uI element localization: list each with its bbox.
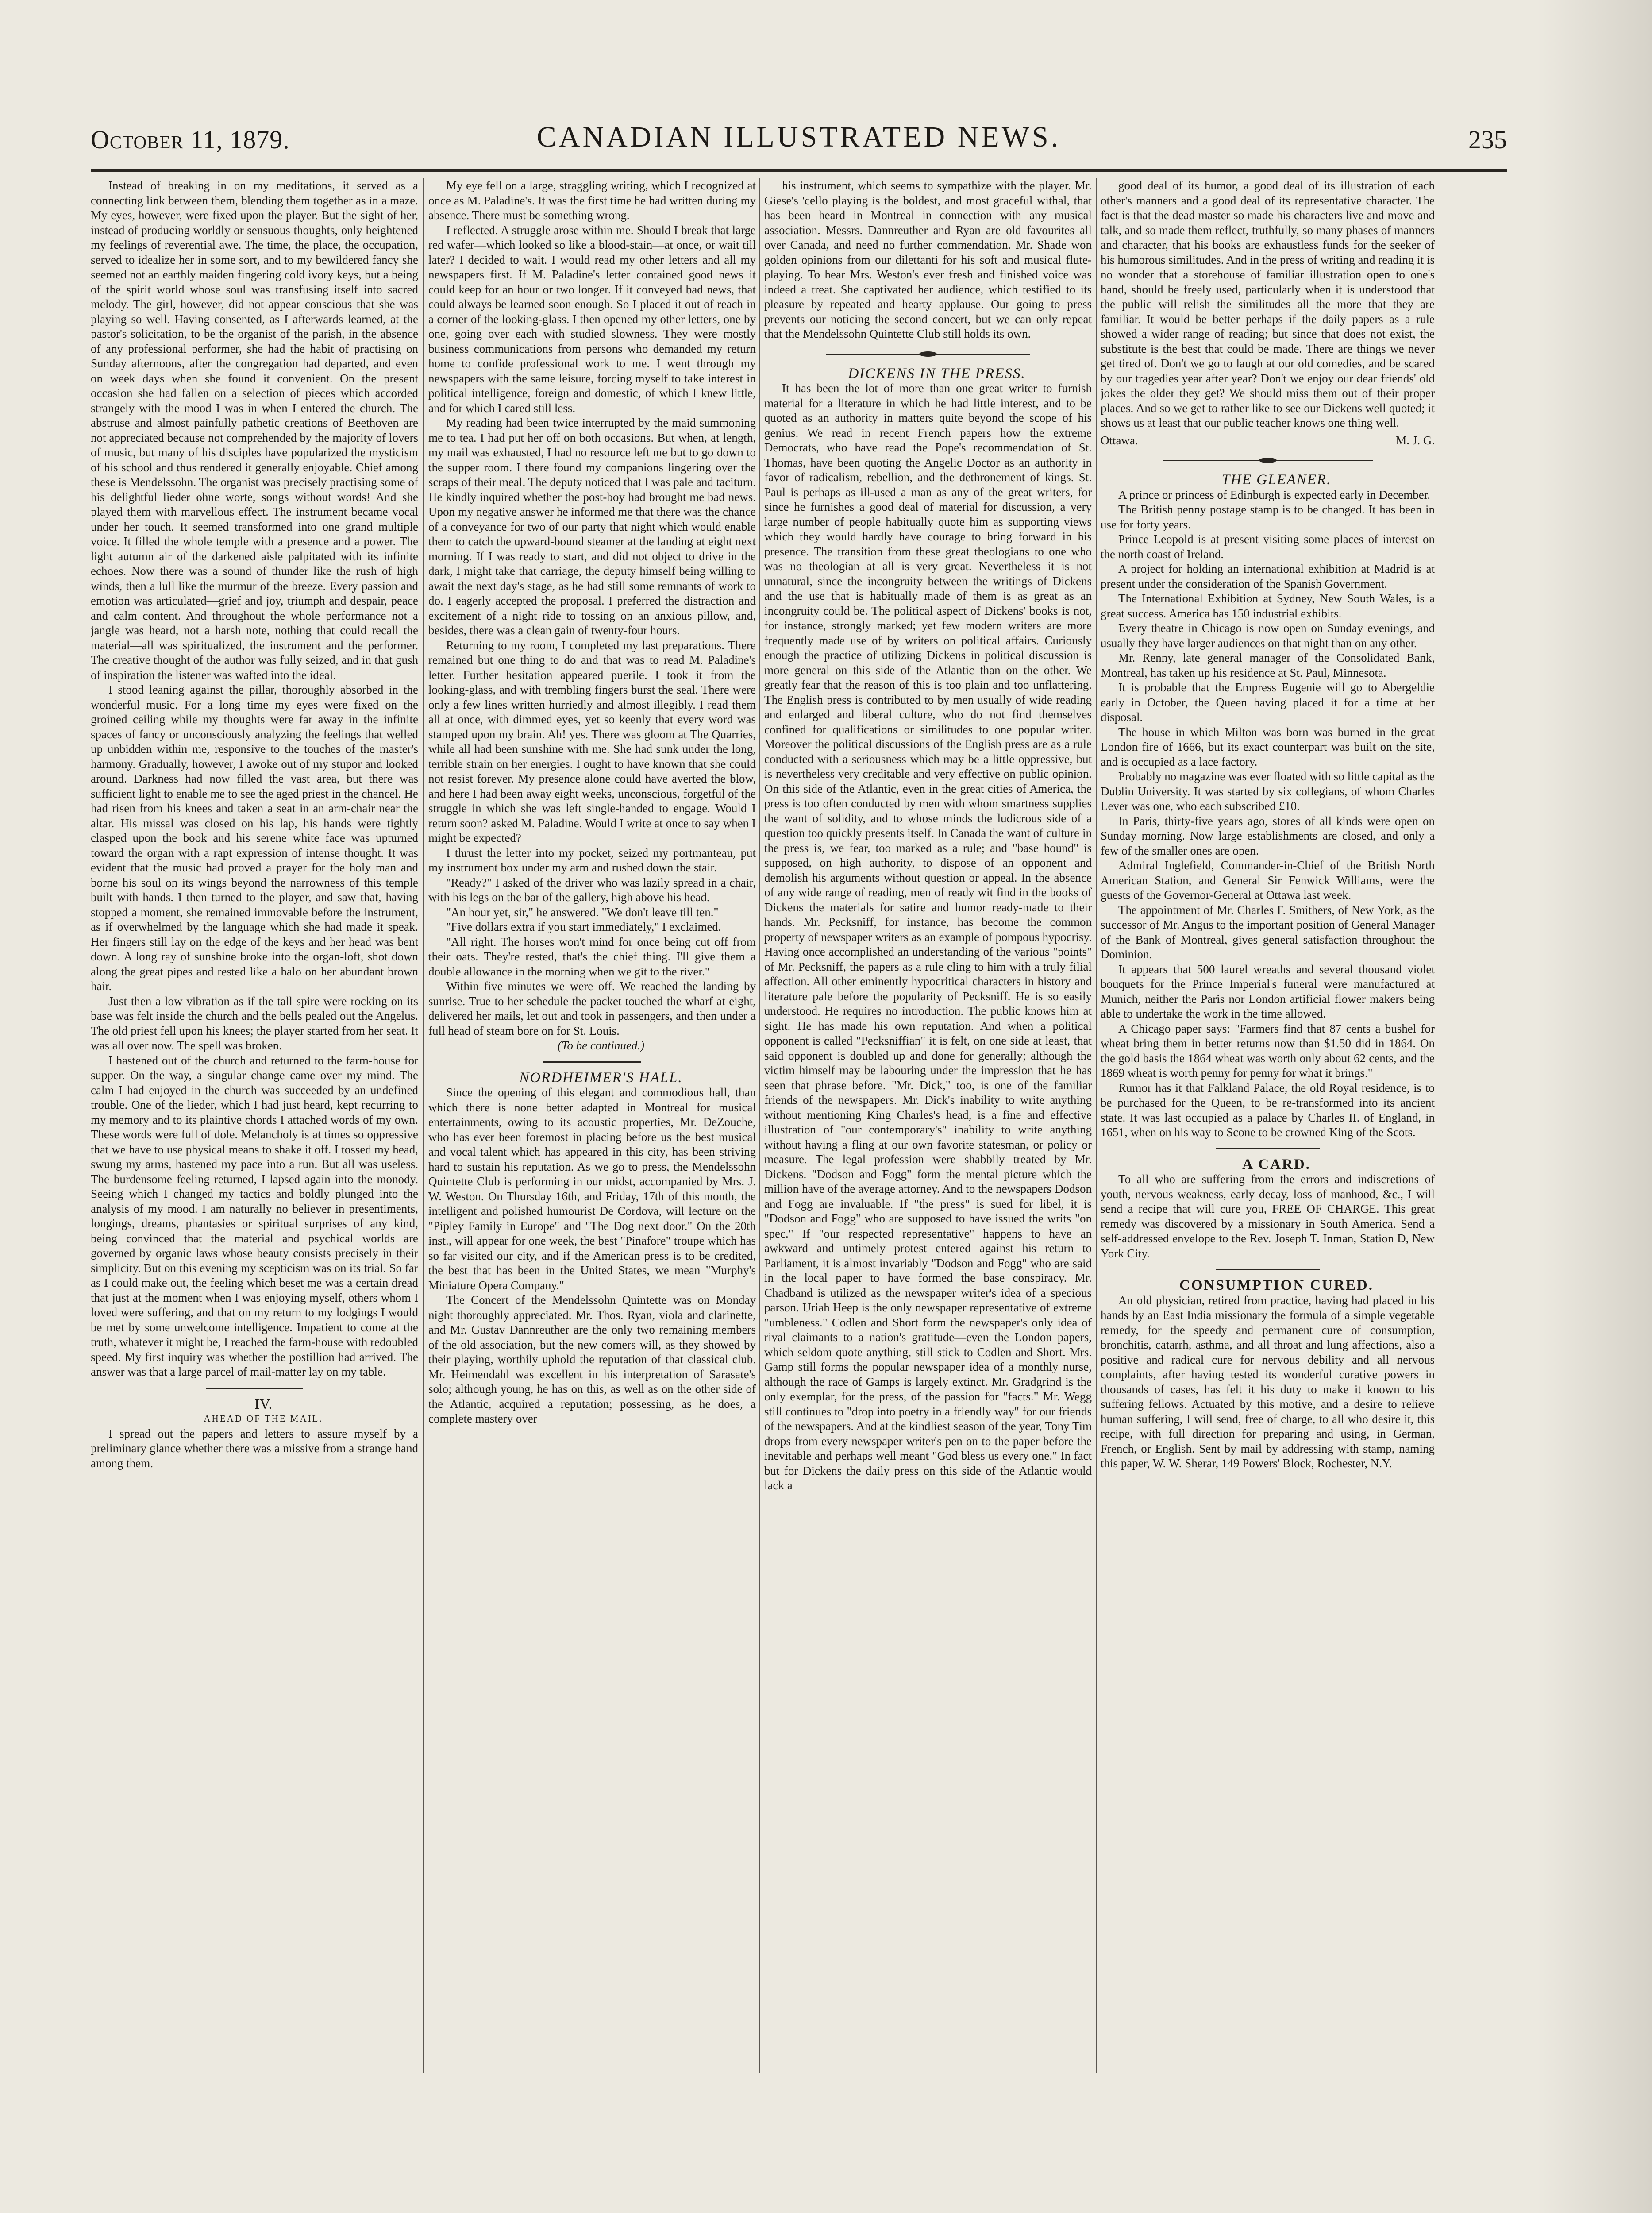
article-paragraph: Just then a low vibration as if the tall spire were rocking on its base was felt inside the church and the bells pealed out the Angelus. The old priest fell upon his knees; the player started from her seat. It was all over now. The spell was broken. (91, 994, 418, 1052)
section-rule (1216, 1269, 1320, 1270)
article-paragraph: It has been the lot of more than one great writer to furnish material for a literature in which he had little interest, and to be quoted as an authority in matters quite beyond the scope of his genius. We read in recent French papers how the extreme Democrats, who have read the Pope's recommendation of St. Thomas, have been quoting the Angelic Doctor as an authority in favor of radicalism, rebellion, and the dethronement of kings. St. Paul is perhaps as ill-used a man as any of the great writers, for since he furnishes a good deal of material for discussion, a very large number of people habitually quote him as supporting views which they would hardly have courage to bring forward in his presence. The transition from these great theologians to one who was no theologian at all is very great. Nevertheless it is not unnatural, since the incongruity between the writings of Dickens and the use that is habitually made of them is as great as an incongruity could be. The political aspect of Dickens' books is not, for instance, strongly marked; yet few modern writers are more frequently made use of by writers on political affairs. Curiously enough the practice of utilizing Dickens in political discussion is more general on this side of the Atlantic than on the other. We greatly fear that the reason of this is too plain and too unflattering. The English press is contributed to by men usually of wide reading and enlarged and liberal culture, who do not find themselves confined for qualifications or similitudes to one popular writer. Moreover the political discussions of the English press are as a rule conducted with a seriousness which may be a little oppressive, but is nevertheless very creditable and very effective on public opinion. On this side of the Atlantic, even in the great cities of America, the press is too often conducted by men with whom smartness supplies the want of solidity, and to whose minds the ludicrous side of a question too quickly presents itself. In Canada the want of culture in the press is, we fear, too marked as a rule; and "base hound" is supposed, on high authority, to dispose of an opponent and demolish his arguments without question or appeal. In the absence of any wide range of reading, men of ready wit find in the books of Dickens the materials for satire and humor ready-made to their hands. Mr. Pecksniff, for instance, has become the common property of newspaper writers as an example of pompous hypocrisy. Having once accomplished an understanding of the various "points" of Mr. Pecksniff, the papers as a rule cling to him with a truly filial affection. All other eminently hypocritical characters in history and literature pale before the popularity of Pecksniff. He is so easily understood. He requires no introduction. The public knows him at sight. He has made his own reputation. And when a political opponent is called "Pecksniffian" it is felt, on one side at least, that said opponent is doubled up and done for generally; although the victim himself may be labouring under the impression that he has seen that phrase before. "Mr. Dick," too, is one of the familiar friends of the newspapers. Mr. Dick's inability to write anything without mentioning King Charles's head, is a fine and effective illustration of "our contemporary's" inability to write anything without having a fling at our own favorite statesman, or policy or measure. The legal profession were shabbily treated by Mr. Dickens. "Dodson and Fogg" form the mental picture which the million have of the average attorney. And to the newspapers Dodson and Fogg are invaluable. If "the press" is sued for libel, it is "Dodson and Fogg" who are supposed to have issued the writs "on spec." If "our respected representative" happens to have an awkward and untimely protest entered against his return to Parliament, it is almost invariably "Dodson and Fogg" who are said in the local paper to have formed the base conspiracy. Mr. Chadband is utilized as the newspaper writer's idea of a specious parson. Uriah Heep is the only newspaper representative of extreme "umbleness." Codlen and Short form the newspaper's only idea of rival claimants to a nation's gratitude—even the London papers, which seldom quote anything, still stick to Codlen and Short. Mrs. Gamp still forms the popular newspaper idea of a monthly nurse, although the race of Gamps is largely extinct. Mr. Gradgrind is the only exemplar, for the press, of the passion for "facts." Mr. Wegg still continues to "drop into poetry in a friendly way" for our friends of the newspapers. And at the kindliest season of the year, Tony Tim drops from every newspaper writer's pen on to the paper before the inevitable and perhaps well meant "God bless us every one." In fact but for Dickens the daily press on this side of the Atlantic would lack a (764, 382, 1092, 1492)
advertisement-text: To all who are suffering from the errors and indiscretions of youth, nervous weakness, early decay, loss of manhood, &c., I will send a recipe that will cure you, FREE OF CHARGE. This great remedy was discovered by a missionary in South America. Send a self-addressed envelope to the Rev. Joseph T. Inman, Station D, New York City. (1101, 1172, 1435, 1260)
gleaner-item: Admiral Inglefield, Commander-in-Chief of the British North American Station, and General Sir Fenwick Williams, were the guests of the Governor-General at Ottawa last week. (1101, 859, 1435, 902)
gleaner-item: Every theatre in Chicago is now open on Sunday evenings, and usually they have larger audiences on that night than on any other. (1101, 621, 1435, 650)
section-rule (1216, 1148, 1320, 1149)
gleaner-heading: THE GLEANER. (1221, 472, 1332, 488)
gleaner-item: The International Exhibition at Sydney, New South Wales, is a great success. America has 150 industrial exhibits. (1101, 592, 1435, 620)
chapter-number: IV. (254, 1396, 272, 1412)
article-paragraph: his instrument, which seems to sympathize with the player. Mr. Giese's 'cello playing is the boldest, and most graceful withal, that has been heard in Montreal in connection with any musical association. Messrs. Dannreuther and Ryan are old favourites all over Canada, and need no further commendation. Mr. Shade won golden opinions from our dilettanti for his soft and musical flute-playing. To hear Mrs. Weston's ever fresh and finished voice was indeed a treat. She captivated her audience, which testified to its pleasure by repeated and hearty applause. Our going to press prevents our noticing the second concert, but we can only repeat that the Mendelssohn Quintette Club still holds its own. (764, 179, 1092, 340)
gleaner-item: Prince Leopold is at present visiting some places of interest on the north coast of Ireland. (1101, 532, 1435, 561)
gleaner-item: It is probable that the Empress Eugenie will go to Abergeldie early in October, the Queen having placed it for a time at her disposal. (1101, 681, 1435, 724)
gleaner-item: A project for holding an international exhibition at Madrid is at present under the consideration of the Spanish Government. (1101, 562, 1435, 590)
gleaner-item: Mr. Renny, late general manager of the Consolidated Bank, Montreal, has taken up his residence at St. Paul, Minnesota. (1101, 651, 1435, 679)
signature-line (1101, 433, 1435, 448)
gleaner-item: Probably no magazine was ever floated with so little capital as the Dublin University. It was started by six collegians, of whom Charles Lever was one, who each subscribed £10. (1101, 770, 1435, 813)
chapter-title: AHEAD OF THE MAIL. (204, 1413, 323, 1424)
column-3 (764, 178, 1092, 2073)
column-4 (1101, 178, 1435, 2073)
advertisement-text: An old physician, retired from practice, having had placed in his hands by an East India missionary the formula of a simple vegetable remedy, for the speedy and permanent cure of consumption, bronchitis, catarrh, asthma, and all throat and lung affections, also a positive and radical cure for nervous debility and all nervous complaints, after having tested its wonderful curative powers in thousands of cases, has felt it his duty to make it known to his suffering fellows. Actuated by this motive, and a desire to relieve human suffering, I will send, free of charge, to all who desire it, this recipe, with full direction for preparing and using, in German, French, or English. Sent by mail by addressing with stamp, naming this paper, W. W. Sherar, 149 Powers' Block, Rochester, N.Y. (1101, 1293, 1435, 1470)
article-paragraph: good deal of its humor, a good deal of its illustration of each other's manners and a good deal of its representative character. The fact is that the dead master so made his characters live and move and talk, and so made them reflect, truthfully, so many phases of manners and character, that his books are exhaustless funds for the seeker of his humorous similitudes. And in the press of writing and reading it is no wonder that a storehouse of familiar illustration open to one's hand, should be freely used, particularly when it is understood that the public will relish the similitudes all the more that they are familiar. It would be better perhaps if the daily papers as a rule showed a wider range of reading; but since that does not exist, the substitute is the best that could be made. There are things we never get tired of. Don't we go to laugh at our old comedies, and be scared by our tragedies year after year? Don't we enjoy our dear friends' old jokes the older they get? We should miss them out of their proper places. And so we get to rather like to see our Dickens well quoted; it shows us at least that our public teacher knows one thing well. (1101, 179, 1435, 429)
column-divider (423, 178, 424, 2073)
article-paragraph: I spread out the papers and letters to assure myself by a preliminary glance whether there was a missive from a strange hand among them. (91, 1426, 418, 1470)
article-paragraph: My reading had been twice interrupted by the maid summoning me to tea. I had put her off on both occasions. But when, at length, my mail was exhausted, I had no resource left me but to go down to the supper room. I there found my companions lingering over the scraps of their meal. The deputy noticed that I was pale and taciturn. He kindly inquired whether the post-boy had brought me bad news. Upon my negative answer he informed me that there was the chance of a conveyance for two of our party that night which would enable them to catch the upward-bound steamer at the landing at eight next morning. If I was ready to start, and did not object to drive in the dark, I might take that carriage, the deputy himself being willing to await the next day's stage, as he had still some remnants of work to do. I eagerly accepted the proposal. I preferred the distraction and excitement of a night ride to tossing on an anxious pillow, and, besides, there was a clean gain of twenty-four hours. (428, 416, 756, 637)
column-1 (91, 178, 418, 2073)
article-paragraph: "Five dollars extra if you start immediately," I exclaimed. (446, 920, 721, 933)
to-be-continued: (To be continued.) (557, 1039, 645, 1052)
gleaner-item: The British penny postage stamp is to be changed. It has been in use for forty years. (1101, 503, 1435, 531)
signature-initials: M. J. G. (1396, 433, 1435, 447)
column-2 (428, 178, 756, 2073)
article-paragraph: I thrust the letter into my pocket, seized my portmanteau, put my instrument box under my arm and rushed down the stair. (428, 846, 756, 874)
gleaner-item: Rumor has it that Falkland Palace, the old Royal residence, is to be purchased for the Queen, to be re-transformed into its ancient state. It was last occupied as a palace by Charles II. of England, in 1651, when on his way to Scone to be crowned King of the Scots. (1101, 1081, 1435, 1139)
nordheimer-heading: NORDHEIMER'S HALL. (519, 1069, 683, 1086)
header-rule (91, 169, 1507, 172)
section-ornament (1163, 457, 1373, 464)
signature-place: Ottawa. (1101, 433, 1138, 447)
article-paragraph: My eye fell on a large, straggling writing, which I recognized at once as M. Paladine's. It was the first time he had written during my absence. There must be something wrong. (428, 179, 756, 222)
article-paragraph: "An hour yet, sir," he answered. "We don't leave till ten." (446, 905, 719, 919)
gleaner-item: It appears that 500 laurel wreaths and several thousand violet bouquets for the Prince Imperial's funeral were manufactured at Munich, neither the Paris nor London artificial flower makers being able to undertake the work in the time allowed. (1101, 962, 1435, 1020)
section-ornament (826, 351, 1030, 358)
column-divider (1096, 178, 1097, 2073)
article-paragraph: I hastened out of the church and returned to the farm-house for supper. On the way, a singular change came over my mind. The calm I had enjoyed in the church was succeeded by an undefined trouble. One of the lieder, which I had just heard, kept recurring to my memory and to its plaintive chords I attached words of my own. These words were full of dole. Melancholy is at times so oppressive that we have to use physical means to shake it off. I tossed my head, swung my arms, hastened my pace into a run. But all was useless. The burdensome feeling returned, I lapsed again into the monody. Seeing which I changed my tactics and boldly plunged into the analysis of my mood. I am naturally no believer in presentiments, longings, dreams, phantasies or spiritual surprises of any kind, being convinced that the material and psychical worlds are governed by organic laws whose beauty consists precisely in their simplicity. But on this evening my scepticism was on its trial. So far as I could make out, the feeling which beset me was a certain dread that just at the moment when I was enjoying myself, others whom I loved were suffering, and that on my return to my lodgings I would be met by some unwelcome intelligence. Impatient to come at the truth, whatever it might be, I reached the farm-house with redoubled speed. My first inquiry was whether the postillion had arrived. The answer was that a large parcel of mail-matter lay on my table. (91, 1053, 418, 1378)
issue-date: October 11, 1879. (91, 125, 290, 154)
gleaner-item: In Paris, thirty-five years ago, stores of all kinds were open on Sunday morning. Now large establishments are closed, and only a few of the smaller ones are open. (1101, 814, 1435, 857)
gleaner-item: The appointment of Mr. Charles F. Smithers, of New York, as the successor of Mr. Angus to the important position of General Manager of the Bank of Montreal, gives general satisfaction throughout the Dominion. (1101, 903, 1435, 961)
article-paragraph: Instead of breaking in on my meditations, it served as a connecting link between them, blending them together as in a maze. My eyes, however, were fixed upon the player. But the sight of her, instead of producing worldly or sensuous thoughts, only heightened my feelings of reverential awe. The time, the place, the occupation, served to idealize her in some sort, and to my bewildered fancy she seemed not an earthly maiden fingering cold ivory keys, but a being of the spirit world whose soul was transfusing itself into sacred melody. The girl, however, did not appear conscious that she was playing so well. Having consented, as I afterwards learned, at the pastor's solicitation, to be the organist of the parish, in the absence of any professional performer, she had the habit of practising on Sunday afternoons, after the congregation had departed, and even on week days when she found it convenient. On the present occasion she had fallen on a selection of pieces which accorded strangely with the mood I was in when I entered the church. The abstruse and almost painfully pathetic creations of Beethoven are not appreciated because not comprehended by the majority of lovers of music, but many of his disciples have popularized the mysticism of his school and thus rendered it generally enjoyable. Chief among these is Mendelssohn. The organist was precisely practising some of his delightful lieder ohne worte, songs without words! And she played them with marvellous effect. The instrument became vocal under her touch. It seemed transformed into one grand multiple voice. It filled the whole temple with a presence and a power. The light autumn air of the darkened aisle palpitated with its infinite echoes. Now there was a sound of thunder like the rush of high winds, then a lull like the murmur of the breeze. Every passion and emotion was articulated—grief and joy, triumph and despair, peace and calm content. And throughout the whole performance not a jangle was heard, not a harsh note, nothing that could recall the material—all was spiritualized, the instrument and the performer. The creative thought of the author was fully seized, and in that gush of inspiration the listener was wafted into the ideal. (91, 179, 418, 682)
article-paragraph: Within five minutes we were off. We reached the landing by sunrise. True to her schedule the packet touched the wharf at eight, delivered her mails, let out and took in passengers, and then under a full head of steam bore on for St. Louis. (428, 979, 756, 1037)
page-header (91, 116, 1507, 165)
dickens-heading: DICKENS IN THE PRESS. (848, 365, 1026, 382)
article-paragraph: "Ready?" I asked of the driver who was lazily spread in a chair, with his legs on the bar of the gallery, high above his head. (428, 875, 756, 904)
section-rule (206, 1388, 303, 1389)
article-paragraph: I reflected. A struggle arose within me. Should I break that large red wafer—which looked so like a blood-stain—at once, or wait till later? I decided to wait. I would read my other letters and all my newspapers first. If M. Paladine's letter contained good news it could keep for an hour or two longer. If it conveyed bad news, that could always be learned soon enough. So I placed it out of reach in a corner of the looking-glass. I then opened my other letters, one by one, going over each with studied slowness. They were mostly business communications from persons who demanded my return home to confide professional work to me. I went through my newspapers with the same leisure, forcing myself to take interest in political intelligence, foreign and domestic, of which I knew little, and for which I cared still less. (428, 223, 756, 415)
gleaner-item: A prince or princess of Edinburgh is expected early in December. (1118, 488, 1431, 501)
article-paragraph: Since the opening of this elegant and commodious hall, than which there is none better adapted in Montreal for musical entertainments, owing to its acoustic properties, Mr. DeZouche, who has ever been foremost in placing before us the best musical and vocal talent which has appeared in this city, has been striving hard to sustain his reputation. As we go to press, the Mendelssohn Quintette Club is performing in our midst, accompanied by Mrs. J. W. Weston. On Thursday 16th, and Friday, 17th of this month, the intelligent and polished humourist De Cordova, will lecture on the "Pipley Family in Europe" and "The Dog next door." On the 20th inst., will appear for one week, the best "Pinafore" troupe which has so far visited our city, and if the American press is to be credited, the best that has been in the United States, we mean "Murphy's Miniature Opera Company." (428, 1086, 756, 1292)
article-paragraph: "All right. The horses won't mind for once being cut off from their oats. They're rested, that's the chief thing. I'll give them a double allowance in the morning when we git to the river." (428, 935, 756, 978)
card-heading: A CARD. (1242, 1156, 1311, 1172)
article-paragraph: I stood leaning against the pillar, thoroughly absorbed in the wonderful music. For a long time my eyes were fixed on the groined ceiling while my thoughts were far away in the infinite spaces of fancy or unconsciously analyzing the feelings that welled up unbidden within me, responsive to the touches of the master's harmony. Gradually, however, I awoke out of my stupor and looked around. Darkness had now filled the vast area, but there was sufficient light to enable me to see the aged priest in the chancel. He had risen from his knees and taken a seat in an arm-chair near the altar. His missal was closed on his lap, his hands were tightly clasped upon the book and his serene white face was upturned toward the organ with a rapt expression of intense thought. It was evident that the music had proved a prayer for the holy man and borne his soul on its wings beyond the narrowness of this temple built with hands. I then turned to the player, and saw that, having stopped a moment, she remained immovable before the instrument, as if overwhelmed by the language which she had made it speak. Her fingers still lay on the edge of the keys and her head was bent down. A long ray of sunshine broke into the organ-loft, shot down along the great pipes and rested like a halo on her abundant brown hair. (91, 683, 418, 993)
gleaner-item: A Chicago paper says: "Farmers find that 87 cents a bushel for wheat bring them in better returns now than $1.50 did in 1864. On the gold basis the 1864 wheat was worth only about 62 cents, and the 1869 wheat is worth penny for penny for what it brings." (1101, 1022, 1435, 1080)
article-paragraph: The Concert of the Mendelssohn Quintette was on Monday night thoroughly appreciated. Mr. Thos. Ryan, viola and clarinette, and Mr. Gustav Dannreuther are the only two remaining members of the old association, but the new comers will, as they showed by their playing, worthily uphold the reputation of that classical club. Mr. Heimendahl was excellent in his interpretation of Sarasate's solo; although young, he has on this, as well as on the other side of the Atlantic, acquired a reputation; possessing, as he does, a complete mastery over (428, 1293, 756, 1425)
consumption-heading: CONSUMPTION CURED. (1179, 1277, 1374, 1293)
gleaner-item: The house in which Milton was born was burned in the great London fire of 1666, but its exact counterpart was built on the site, and is occupied as a lace factory. (1101, 725, 1435, 768)
section-rule (543, 1061, 641, 1063)
article-paragraph: Returning to my room, I completed my last preparations. There remained but one thing to do and that was to read M. Paladine's letter. Further hesitation appeared puerile. I took it from the looking-glass, and with trembling fingers burst the seal. There were only a few lines written hurriedly and almost illegibly. I read them all at once, with dimmed eyes, yet so keenly that every word was stamped upon my brain. Ah! yes. There was gloom at The Quarries, while all had been sunshine with me. She had sunk under the long, terrible strain on her energies. I ought to have known that she could not resist forever. My presence alone could have averted the blow, and here I had been away eight weeks, unconscious, forgetful of the struggle in which she was left single-handed to engage. Would I return soon? asked M. Paladine. Would I write at once to say when I might be expected? (428, 638, 756, 844)
masthead-title: CANADIAN ILLUSTRATED NEWS. (536, 121, 1061, 153)
page-number: 235 (1468, 125, 1507, 154)
column-divider (759, 178, 760, 2073)
